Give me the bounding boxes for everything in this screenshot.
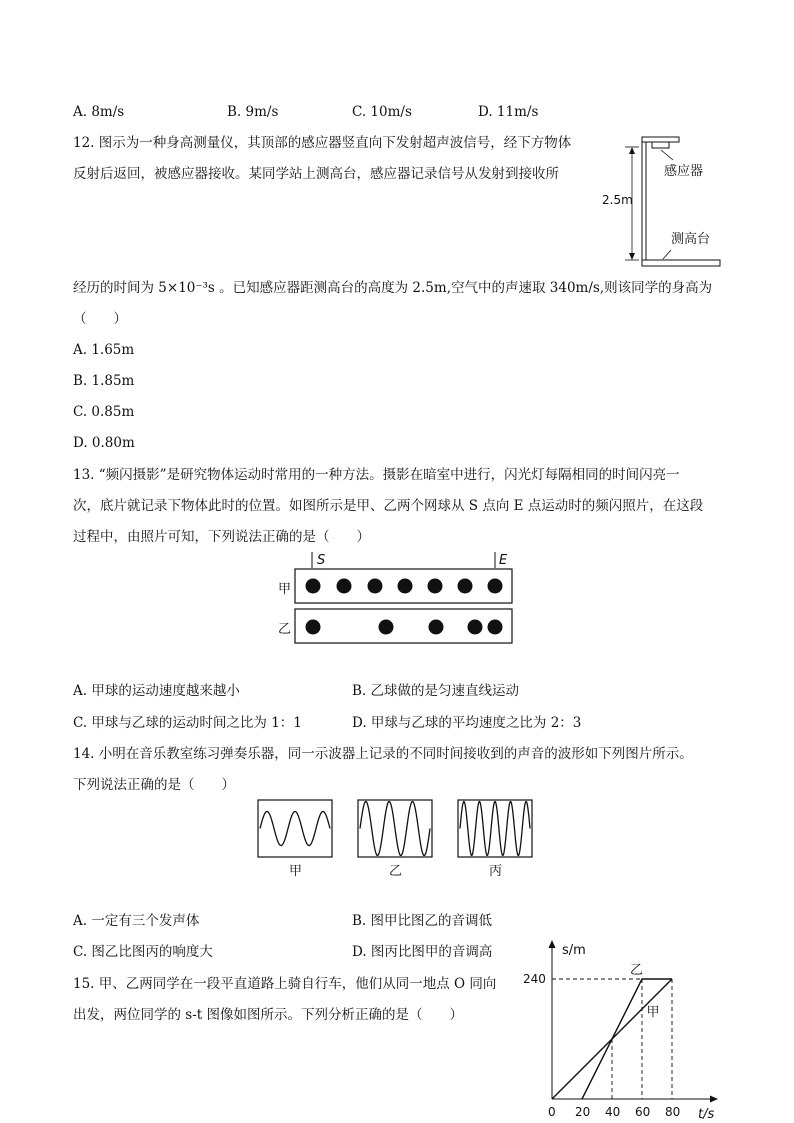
q13-stem-line2: 次，底片就记录下物体此时的位置。如图所示是甲、乙两个网球从 S 点向 E 点运动时的频闪照片，在这段 <box>73 498 704 514</box>
start-point-label: S <box>317 553 326 568</box>
q13-option-c: C. 甲球与乙球的运动时间之比为 1：1 <box>73 715 302 731</box>
q12-stem-line2: 反射后返回，被感应器接收。某同学站上测高台，感应器记录信号从发射到接收所 <box>73 166 559 182</box>
q14-option-c: C. 图乙比图丙的响度大 <box>73 944 213 960</box>
series-line-yi <box>582 979 672 1099</box>
x-axis-label: t/s <box>698 1107 715 1122</box>
platform-label: 测高台 <box>671 232 711 247</box>
q14-option-d: D. 图丙比图甲的音调高 <box>352 944 493 960</box>
yi-ball <box>379 620 394 635</box>
q11-option-b: B. 9m/s <box>227 104 279 120</box>
strobe-photo-figure <box>270 548 520 648</box>
q12-answer-paren: （ ） <box>73 311 127 327</box>
q12-option-d: D. 0.80m <box>73 435 135 451</box>
q11-option-a: A. 8m/s <box>73 104 125 120</box>
jia-ball <box>458 579 473 594</box>
y-tick-label: 240 <box>523 972 546 986</box>
row-jia-label: 甲 <box>278 582 292 597</box>
yi-ball <box>429 620 444 635</box>
q14-stem-line1: 14. 小明在音乐教室练习弹奏乐器，同一示波器上记录的不同时间接收到的声音的波形如下列图片所示。 <box>73 746 693 762</box>
q13-stem-line3: 过程中，由照片可知，下列说法正确的是（ ） <box>73 529 370 545</box>
waveform-figure <box>255 796 540 882</box>
q13-option-b: B. 乙球做的是匀速直线运动 <box>352 683 520 699</box>
q12-option-c: C. 0.85m <box>73 404 135 420</box>
x-tick-label: 20 <box>575 1105 591 1119</box>
s-t-graph <box>500 932 730 1122</box>
q14-stem-line2: 下列说法正确的是（ ） <box>73 777 235 793</box>
end-point-label: E <box>499 553 508 568</box>
q14-option-b: B. 图甲比图乙的音调低 <box>352 913 493 929</box>
q15-stem-line2: 出发，两位同学的 s-t 图像如图所示。下列分析正确的是（ ） <box>73 1007 463 1023</box>
x-tick-label: 60 <box>635 1105 651 1119</box>
yi-ball <box>468 620 483 635</box>
waveform-label-bing: 丙 <box>489 864 503 879</box>
x-tick-label: 0 <box>548 1105 556 1119</box>
q11-option-d: D. 11m/s <box>478 104 539 120</box>
q12-option-a: A. 1.65m <box>73 342 135 358</box>
series-label-yi: 乙 <box>630 963 644 978</box>
yi-ball <box>488 620 503 635</box>
q13-option-d: D. 甲球与乙球的平均速度之比为 2：3 <box>352 715 582 731</box>
q12-option-b: B. 1.85m <box>73 373 135 389</box>
jia-ball <box>337 579 352 594</box>
waveform-label-jia: 甲 <box>289 864 303 879</box>
yi-ball <box>306 620 321 635</box>
jia-ball <box>306 579 321 594</box>
height-dimension-label: 2.5m <box>602 193 633 207</box>
height-meter-figure <box>595 130 730 275</box>
jia-ball <box>428 579 443 594</box>
q14-option-a: A. 一定有三个发声体 <box>73 913 200 929</box>
q13-stem-line1: 13. “频闪摄影”是研究物体运动时常用的一种方法。摄影在暗室中进行，闪光灯每隔相同的时间闪亮一 <box>73 467 680 483</box>
jia-ball <box>368 579 383 594</box>
series-label-jia: 甲 <box>646 1005 660 1020</box>
y-axis-label: s/m <box>562 943 586 958</box>
q13-option-a: A. 甲球的运动速度越来越小 <box>73 683 240 699</box>
q12-stem-line1: 12. 图示为一种身高测量仪，其顶部的感应器竖直向下发射超声波信号，经下方物体 <box>73 135 572 151</box>
x-tick-label: 40 <box>605 1105 621 1119</box>
q11-option-c: C. 10m/s <box>352 104 412 120</box>
q12-stem-line3: 经历的时间为 5×10⁻³s 。已知感应器距测高台的高度为 2.5m,空气中的声速取 340m/s,则该同学的身高为 <box>73 280 713 296</box>
row-yi-label: 乙 <box>278 622 292 637</box>
jia-ball <box>398 579 413 594</box>
jia-ball <box>488 579 503 594</box>
q15-stem-line1: 15. 甲、乙两同学在一段平直道路上骑自行车，他们从同一地点 O 同向 <box>73 976 497 992</box>
waveform-label-yi: 乙 <box>389 864 403 879</box>
x-tick-label: 80 <box>665 1105 681 1119</box>
sensor-label: 感应器 <box>664 164 704 179</box>
